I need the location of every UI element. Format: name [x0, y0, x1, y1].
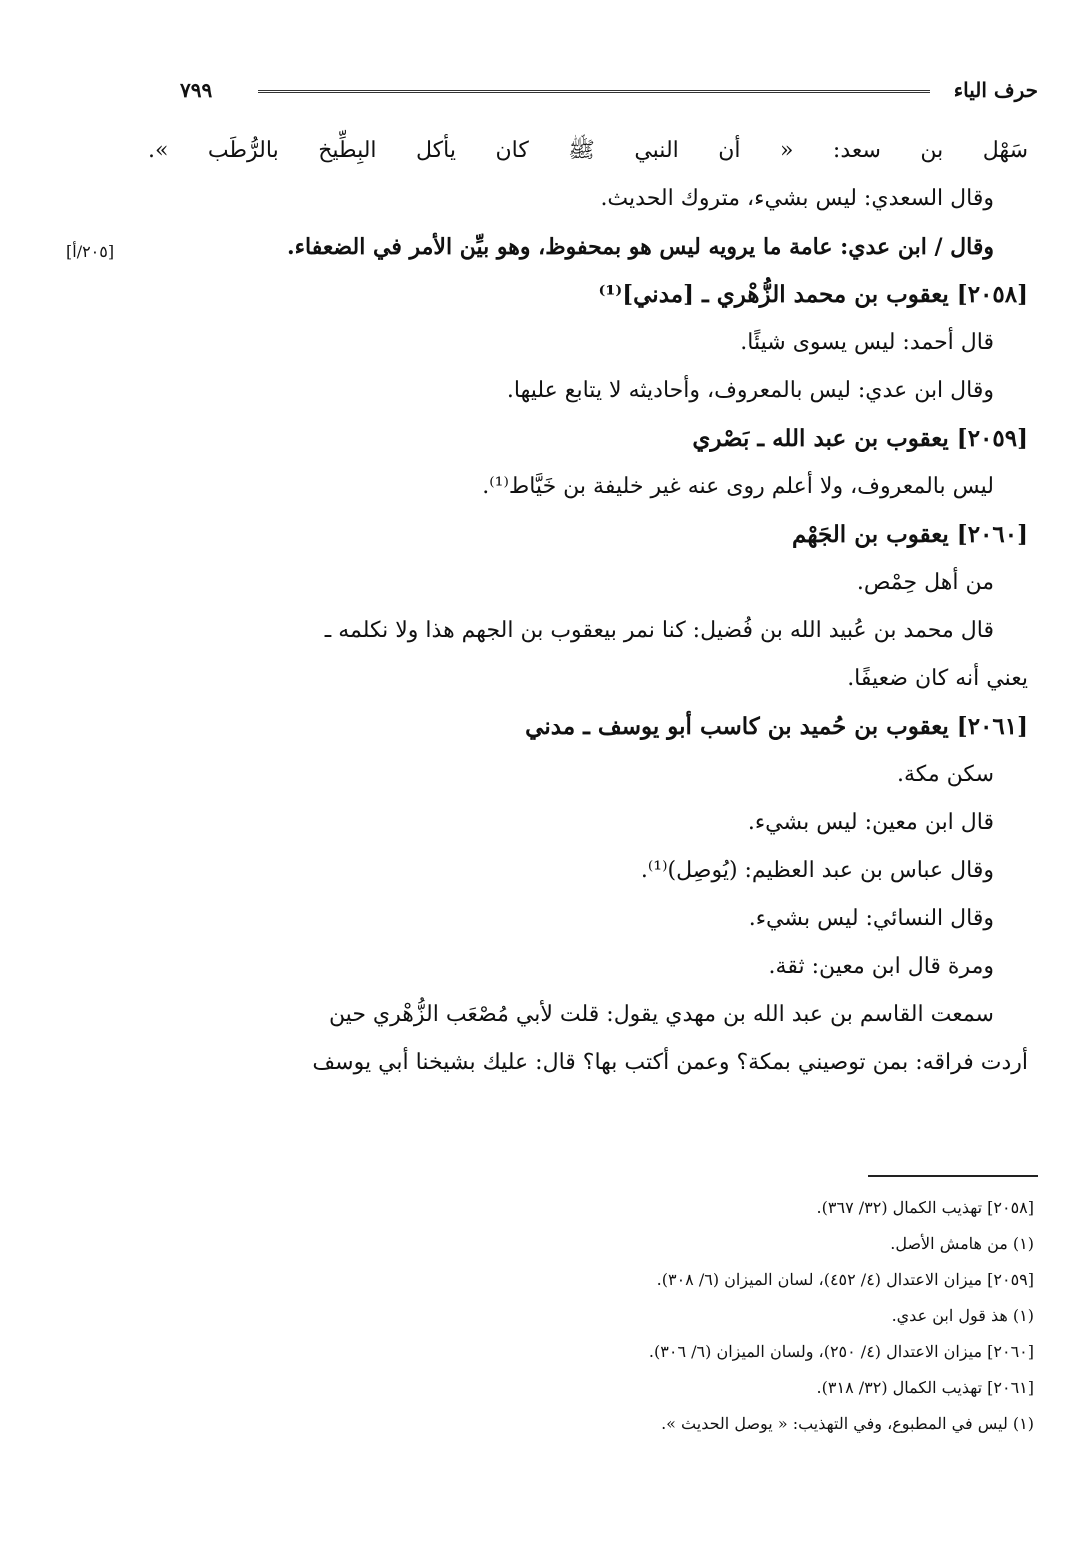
entry-heading: [٢٠٦٠] يعقوب بن الجَهْم — [792, 521, 1028, 548]
text-line: ليس بالمعروف، ولا أعلم روى عنه غير خليفة بن خَيَّاط⁽¹⁾. — [482, 474, 994, 499]
text-line: من أهل حِمْص. — [856, 570, 994, 595]
page-number: ٧٩٩ — [180, 78, 213, 102]
entry-heading: [٢٠٦١] يعقوب بن حُميد بن كاسب أبو يوسف ـ مدني — [525, 713, 1028, 740]
text-line: قال أحمد: ليس يسوى شيئًا. — [740, 330, 994, 355]
margin-reference: [٢٠٥/أ] — [66, 242, 115, 261]
text-line: وقال السعدي: ليس بشيء، متروك الحديث. — [600, 186, 994, 211]
footnote-separator — [868, 1175, 1038, 1177]
text-line: قال محمد بن عُبيد الله بن فُضيل: كنا نمر بيعقوب بن الجهم هذا ولا نكلمه ـ — [324, 618, 994, 643]
entry-heading: [٢٠٥٨] يعقوب بن محمد الزُّهْري ـ [مدني]⁽¹⁾ — [598, 281, 1028, 308]
text-line: سَهْل بن سعد: « أن النبي ﷺ كان يأكل البِطِّيخ بالرُّطَب ». — [148, 138, 1028, 163]
footnote: (١) هذ قول ابن عدي. — [891, 1306, 1034, 1325]
entry-heading: [٢٠٥٩] يعقوب بن عبد الله ـ بَصْري — [692, 425, 1028, 452]
text-line: سمعت القاسم بن عبد الله بن مهدي يقول: قلت لأبي مُصْعَب الزُّهْري حين — [328, 1002, 994, 1027]
chapter-title: حرف الياء — [953, 78, 1038, 102]
text-line: وقال عباس بن عبد العظيم: (يُوصِل)⁽¹⁾. — [640, 858, 994, 883]
text-line: ومرة قال ابن معين: ثقة. — [768, 954, 994, 979]
footnotes — [254, 1190, 1034, 1442]
text-line: سكن مكة. — [896, 762, 994, 787]
text-line: وقال النسائي: ليس بشيء. — [748, 906, 994, 931]
footnote: (١) من هامش الأصل. — [890, 1234, 1034, 1253]
footnote: (١) ليس في المطبوع، وفي التهذيب: « يوصل الحديث ». — [661, 1414, 1034, 1433]
header-rule — [258, 90, 930, 93]
text-line: أردت فراقه: بمن توصيني بمكة؟ وعمن أكتب بها؟ قال: عليك بشيخنا أبي يوسف — [312, 1050, 1028, 1075]
text-line: يعني أنه كان ضعيفًا. — [847, 666, 1028, 691]
footnote: [٢٠٥٩] ميزان الاعتدال (٤/ ٤٥٢)، لسان الميزان (٦/ ٣٠٨). — [656, 1270, 1034, 1289]
text-line: وقال / ابن عدي: عامة ما يرويه ليس هو بمحفوظ، وهو بيِّن الأمر في الضعفاء. — [286, 234, 994, 260]
main-text — [148, 127, 1028, 1087]
text-line: قال ابن معين: ليس بشيء. — [747, 810, 994, 835]
footnote: [٢٠٥٨] تهذيب الكمال (٣٢/ ٣٦٧). — [816, 1198, 1034, 1217]
text-line: وقال ابن عدي: ليس بالمعروف، وأحاديثه لا يتابع عليها. — [506, 378, 994, 403]
footnote: [٢٠٦١] تهذيب الكمال (٣٢/ ٣١٨). — [816, 1378, 1034, 1397]
page-header — [180, 72, 1038, 112]
footnote: [٢٠٦٠] ميزان الاعتدال (٤/ ٢٥٠)، ولسان الميزان (٦/ ٣٠٦). — [648, 1342, 1034, 1361]
